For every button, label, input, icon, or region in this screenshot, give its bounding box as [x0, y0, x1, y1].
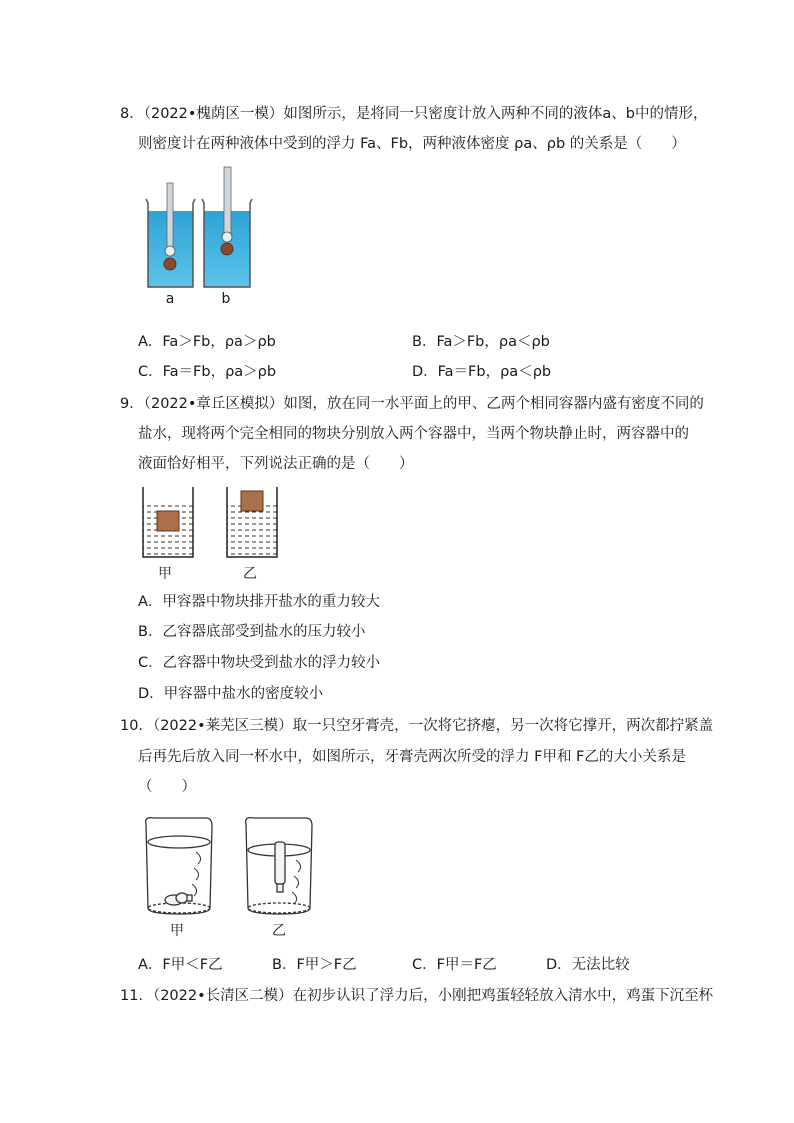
- q8-hydrometer-figure: [140, 165, 260, 315]
- q8-option-a[interactable]: A．Fa＞Fb，ρa＞ρb: [138, 334, 276, 350]
- q9-option-b[interactable]: B．乙容器底部受到盐水的压力较小: [138, 624, 366, 640]
- q9-stem-line1: 9．（2022•章丘区模拟）如图，放在同一水平面上的甲、乙两个相同容器内盛有密度不同的: [120, 396, 704, 412]
- q11-stem-line1: 11．（2022•长清区二模）在初步认识了浮力后，小刚把鸡蛋轻轻放入清水中，鸡蛋下沉至杯: [120, 988, 714, 1004]
- q8-option-d[interactable]: D．Fa＝Fb，ρa＜ρb: [412, 364, 552, 380]
- q9-option-d[interactable]: D．甲容器中盐水的密度较小: [138, 686, 324, 702]
- q9-stem-line3: 液面恰好相平，下列说法正确的是（ ）: [138, 456, 414, 472]
- q8-option-c[interactable]: C．Fa＝Fb，ρa＞ρb: [138, 364, 277, 380]
- q9-option-c[interactable]: C．乙容器中物块受到盐水的浮力较小: [138, 655, 381, 671]
- q10-stem-line3: （ ）: [138, 779, 196, 795]
- q10-label-jia: 甲: [170, 923, 184, 939]
- beaker-jia: [146, 818, 212, 914]
- q10-option-c[interactable]: C．F甲＝F乙: [412, 957, 497, 973]
- q10-stem-line2: 后再先后放入同一杯水中，如图所示，牙膏壳两次所受的浮力 F甲和 F乙的大小关系是: [138, 749, 686, 765]
- q10-label-yi: 乙: [272, 923, 286, 939]
- q10-option-a[interactable]: A．F甲＜F乙: [138, 957, 223, 973]
- q9-label-yi: 乙: [243, 566, 257, 582]
- q8-stem-line1: 8．（2022•槐荫区一模）如图所示，是将同一只密度计放入两种不同的液体a、b中的情形，: [120, 106, 708, 122]
- q9-option-a[interactable]: A．甲容器中物块排开盐水的重力较大: [138, 594, 380, 610]
- q9-stem-line2: 盐水，现将两个完全相同的物块分别放入两个容器中，当两个物块静止时，两容器中的: [138, 426, 689, 442]
- beaker-b: [202, 167, 252, 287]
- q9-containers-figure: [140, 485, 290, 560]
- q8-stem-line2: 则密度计在两种液体中受到的浮力 Fa、Fb，两种液体密度 ρa、ρb 的关系是（ ）: [138, 136, 686, 152]
- q9-label-jia: 甲: [158, 566, 172, 582]
- q10-option-b[interactable]: B．F甲＞F乙: [272, 957, 357, 973]
- q8-label-a: a: [165, 291, 175, 307]
- beaker-yi: [246, 818, 312, 914]
- q10-beakers-figure: [140, 812, 320, 922]
- q8-label-b: b: [221, 291, 231, 307]
- q10-stem-line1: 10．（2022•莱芜区三模）取一只空牙膏壳，一次将它挤瘪，另一次将它撑开，两次都拧紧盖: [120, 718, 714, 734]
- beaker-a: [146, 183, 195, 287]
- q8-option-b[interactable]: B．Fa＞Fb，ρa＜ρb: [412, 334, 550, 350]
- q10-option-d[interactable]: D．无法比较: [546, 957, 630, 973]
